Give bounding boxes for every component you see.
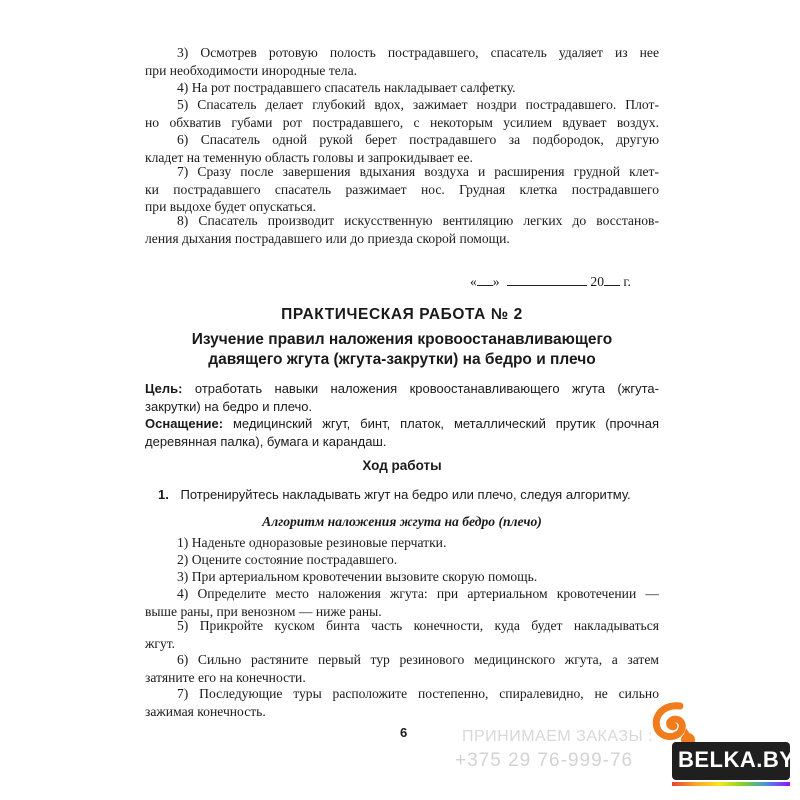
text-line: 7) Последующие туры расположите постепенно, спиралевидно, не сильно [177, 686, 659, 701]
work-subtitle [145, 330, 659, 370]
year-prefix: 20 [590, 274, 604, 289]
work-title: ПРАКТИЧЕСКАЯ РАБОТА № 2 [281, 306, 523, 323]
algo-item-7 [145, 685, 659, 720]
belka-logo: BELKA.BY [678, 747, 795, 772]
goal-text: отработать навыки наложения кровоостанавливающего жгута (жгута- [182, 381, 659, 396]
text-line: 5) Прикройте куском бинта часть конечности, куда будет накладываться [177, 618, 659, 633]
text-line: 4) Определите место наложения жгута: при артериальном кровотечении — [177, 586, 659, 601]
top-item-8 [145, 212, 659, 247]
algo-item-6 [145, 651, 659, 686]
text-line: 8) Спасатель производит искусственную вентиляцию легких до восстанов- [177, 213, 659, 228]
text-line: ки пострадавшего спасатель разжимает нос. Грудная клетка пострадавшего [145, 181, 659, 197]
top-item-5 [145, 96, 659, 131]
goal-label: Цель: [145, 381, 183, 396]
month-blank [507, 273, 587, 286]
day-blank [477, 273, 493, 286]
text-line: 2) Оцените состояние пострадавшего. [177, 552, 398, 567]
text-line: при выдохе будет опускаться. [145, 199, 316, 214]
text-line: но обхватив губами рот пострадавшего, с некоторым усилием вдувает воздух. [145, 114, 659, 130]
year-suffix: г. [623, 274, 631, 289]
algorithm-heading: Алгоритм наложения жгута на бедро (плечо) [262, 514, 542, 529]
step-1 [158, 487, 631, 502]
algo-item-3 [145, 568, 659, 586]
text-line: 1) Наденьте одноразовые резиновые перчатки. [177, 535, 447, 550]
text-line: при необходимости инородные тела. [145, 62, 358, 78]
text-line: ления дыхания пострадавшего или до приезда скорой помощи. [145, 230, 510, 246]
text-line: 6) Сильно растяните первый тур резинового медицинского жгута, а затем [177, 652, 659, 667]
logo-stripe [672, 782, 790, 786]
text-line: жгут. [145, 635, 176, 651]
algo-item-2 [145, 551, 659, 569]
text-line: 3) Осмотрев ротовую полость пострадавшего, спасатель удаляет из нее [177, 45, 659, 60]
text-line: 3) При артериальном кровотечении вызовите скорую помощь. [177, 569, 538, 584]
equipment-block [145, 415, 659, 450]
text-line: 5) Спасатель делает глубокий вдох, зажимает ноздри пострадавшего. Плот- [177, 97, 659, 112]
goal-text: закрутки) на бедро и плечо. [145, 398, 313, 414]
page-number: 6 [400, 725, 408, 740]
step-number: 1. [158, 487, 169, 502]
text-line: 6) Спасатель одной рукой берет пострадавшего за подбородок, другую [177, 132, 659, 147]
quote-open: « [470, 274, 477, 289]
equipment-label: Оснащение: [145, 416, 224, 431]
text-line: 7) Сразу после завершения вдыхания воздуха и расширения грудной клет- [177, 164, 659, 179]
text-line: зажимая конечность. [145, 703, 266, 719]
date-line [470, 273, 631, 290]
quote-close: » [492, 274, 500, 289]
text-line: выше раны, при венозном — ниже раны. [145, 603, 382, 619]
step-text: Потренируйтесь накладывать жгут на бедро или плечо, следуя алгоритму. [180, 487, 631, 502]
year-blank [604, 273, 620, 286]
top-item-7 [145, 163, 659, 216]
equipment-text: деревянная палка), бумага и карандаш. [145, 433, 387, 449]
text-line: затяните его на конечности. [145, 669, 306, 685]
subtitle-line: Изучение правил наложения кровоостанавливающего [191, 331, 613, 348]
algo-item-1 [145, 534, 659, 552]
watermark-phone: +375 29 76-999-76 [455, 750, 634, 771]
equipment-text: медицинский жгут, бинт, платок, металлический прутик (прочная [223, 416, 659, 431]
subtitle-line: давящего жгута (жгута-закрутки) на бедро и плечо [208, 351, 596, 368]
goal-block [145, 380, 659, 415]
top-item-4 [145, 79, 659, 97]
top-item-3 [145, 44, 659, 79]
algo-item-4 [145, 585, 659, 620]
text-line: 4) На рот пострадавшего спасатель накладывает салфетку. [177, 80, 516, 95]
procedure-heading: Ход работы [362, 458, 442, 473]
algo-item-5 [145, 617, 659, 652]
top-item-6 [145, 131, 659, 166]
text-line: кладет на теменную область головы и запрокидывает ее. [145, 149, 473, 165]
watermark-orders: ПРИНИМАЕМ ЗАКАЗЫ : [462, 728, 654, 745]
